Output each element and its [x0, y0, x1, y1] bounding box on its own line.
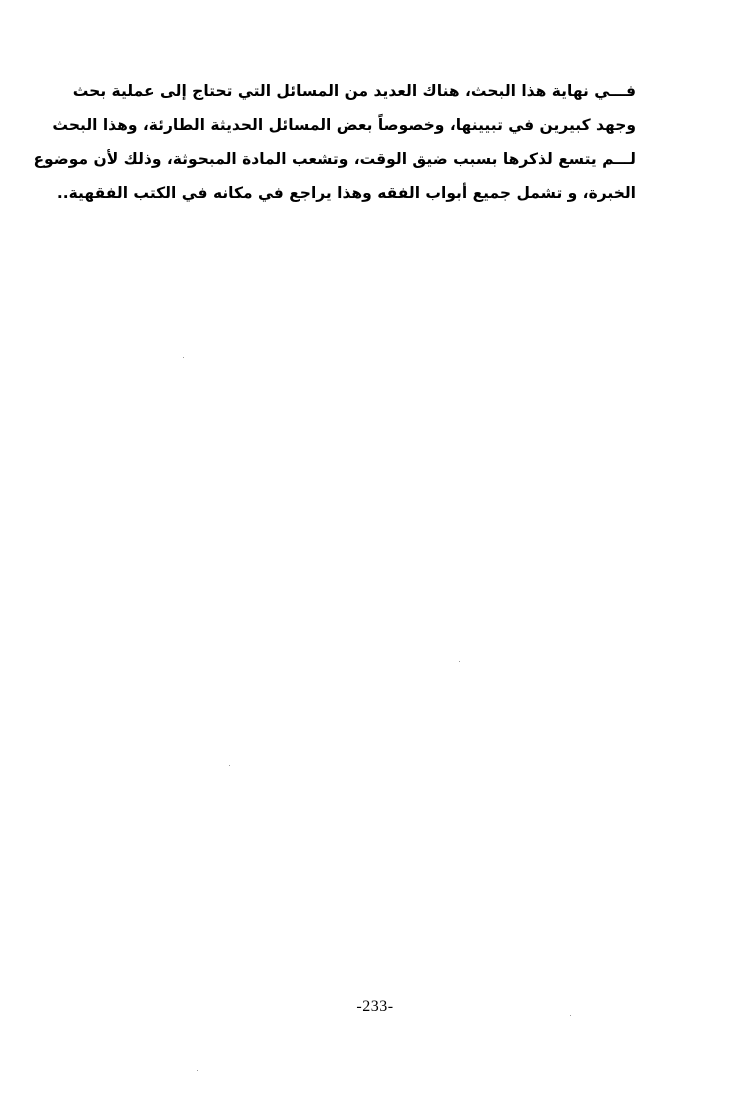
page-number: -233- — [356, 998, 394, 1015]
paragraph-line: وجهد كبيرين في تبيينها، وخصوصاً بعض المسائل الحديثة الطارئة، وهذا البحث — [52, 116, 636, 134]
scan-speck — [183, 357, 184, 358]
closing-paragraph — [33, 74, 636, 210]
paragraph-line: فـــي نهاية هذا البحث، هناك العديد من المسائل التي تحتاج إلى عملية بحث — [72, 82, 636, 100]
paragraph-line: الخبرة، و تشمل جميع أبواب الفقه وهذا يراجع في مكانه في الكتب الفقهية.. — [56, 184, 636, 202]
paragraph-line: لـــم يتسع لذكرها بسبب ضيق الوقت، وتشعب المادة المبحوثة، وذلك لأن موضوع — [33, 150, 636, 168]
scan-speck — [229, 765, 230, 766]
scan-speck — [570, 1015, 571, 1016]
scan-speck — [459, 661, 460, 662]
scan-speck — [197, 1070, 198, 1071]
